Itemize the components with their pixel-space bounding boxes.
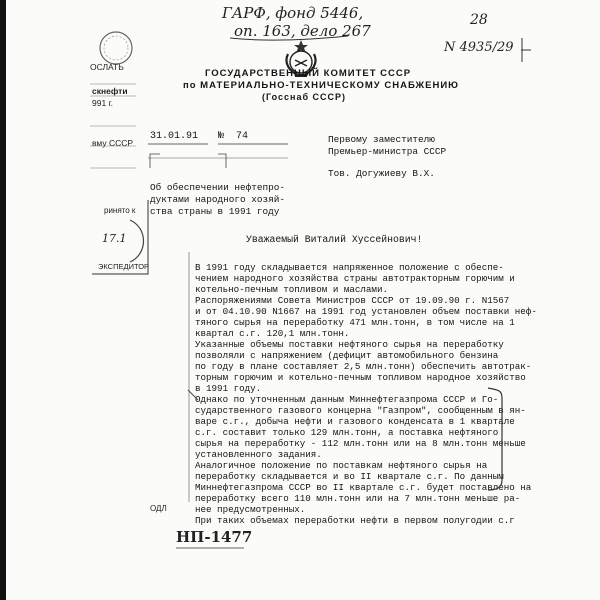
received-stamp-date: 17.1	[102, 232, 127, 245]
margin-form-lines	[88, 76, 138, 186]
letterhead-committee: ГОСУДАРСТВЕННЫЙ КОМИТЕТ СССР	[205, 68, 412, 79]
punch-mark	[520, 36, 532, 76]
document-number-label: №	[218, 131, 225, 142]
body-line: Миннефтегазпрома СССР во II квартале с.г. будет поставлено на	[195, 482, 532, 493]
body-line: сударственного газового концерна "Газпром", сообщенным в ян-	[195, 405, 526, 416]
body-line: по году в плане составляет 2,5 млн.тонн) обеспечить автотрак-	[195, 361, 532, 372]
body-line: торным горючим и котельно-печным топливом народное хозяйство	[195, 372, 526, 383]
addressee-line2: Премьер-министра СССР	[328, 146, 447, 157]
body-line: и от 04.10.90 N1667 на 1991 год установлен объем поставки неф-	[195, 306, 537, 317]
archive-note-line1: ГАРФ, фонд 5446,	[222, 4, 364, 22]
left-margin-line	[186, 252, 192, 502]
body-line: варе с.г., добыча нефти и газового конденсата в 1 квартале	[195, 416, 515, 427]
body-line: Аналогичное положение по поставкам нефтяного сырья на	[195, 460, 488, 471]
page-number: 28	[470, 12, 488, 28]
body-line: Распоряжениями Совета Министров СССР от 19.09.90 г. N1567	[195, 295, 510, 306]
scan-shadow-edge	[0, 0, 6, 600]
body-line: переработку всего 110 млн.тонн или на 7 млн.тонн меньше ра-	[195, 493, 521, 504]
margin-fragment: вму СССР	[92, 138, 134, 148]
margin-fragment: ОСЛАТЬ	[90, 62, 124, 72]
body-line: котельно-печным топливом и маслами.	[195, 284, 388, 295]
body-line: квартал с.г. 120,1 млн.тонн.	[195, 328, 350, 339]
footer-underline	[176, 546, 246, 550]
body-line: При таких объемах переработки нефти в первом полугодии с.г	[195, 515, 515, 526]
body-line: нее предусмотренных.	[195, 504, 306, 515]
body-line: В 1991 году складывается напряженное положение с обеспе-	[195, 262, 504, 273]
body-line: Указанные объемы поставки нефтяного сырья на переработку	[195, 339, 504, 350]
subject-line1: Об обеспечении нефтепро-	[150, 182, 286, 193]
margin-bracket-mark	[484, 384, 510, 494]
body-line: чением народного хозяйства страны автотракторным горючим и	[195, 273, 515, 284]
addressee-line1: Первому заместителю	[328, 134, 435, 145]
body-line: сырья на переработку - 112 млн.тонн или на 8 млн.тонн меньше	[195, 438, 526, 449]
salutation: Уважаемый Виталий Хуссейнович!	[246, 234, 423, 245]
body-line: установленного задания.	[195, 449, 322, 460]
document-number: 74	[236, 131, 249, 142]
archive-note-line2: оп. 163, дело 267	[234, 22, 371, 40]
corner-brackets	[148, 150, 228, 174]
body-line: тяного сырья на переработку 471 млн.тонн, в том числе на 1	[195, 317, 515, 328]
footer-code: НП-1477	[176, 528, 253, 546]
subject-line3: ства страны в 1991 году	[150, 206, 280, 217]
body-line: Однако по уточненным данным Миннефтегазпрома СССР и Го-	[195, 394, 499, 405]
body-line: с.г. составит только 129 млн.тонн, а поставка нефтяного	[195, 427, 499, 438]
letterhead-subtitle: по МАТЕРИАЛЬНО-ТЕХНИЧЕСКОМУ СНАБЖЕНИЮ	[183, 80, 459, 91]
margin-fragment: ОДЛ	[150, 504, 167, 513]
margin-tick-mark	[186, 388, 200, 402]
body-line: переработку складывается и во II квартале с.г. По данным	[195, 471, 504, 482]
date-underline	[148, 142, 288, 148]
margin-fragment: 991 г.	[92, 98, 113, 108]
received-stamp-role: ЭКСПЕДИТОР	[98, 262, 150, 271]
letterhead-abbrev: (Госснаб СССР)	[262, 92, 347, 102]
document-date: 31.01.91	[150, 131, 199, 142]
margin-fragment: скнефти	[92, 86, 128, 96]
body-line: позволяли с напряжением (дефицит автомобильного бензина	[195, 350, 499, 361]
received-stamp-text: ринято к	[104, 206, 136, 215]
body-line: в 1991 году.	[195, 383, 262, 394]
registration-number: N 4935/29	[444, 40, 514, 55]
subject-line2: дуктами народного хозяй-	[150, 194, 286, 205]
addressee-line3: Тов. Догужиеву В.Х.	[328, 168, 435, 179]
